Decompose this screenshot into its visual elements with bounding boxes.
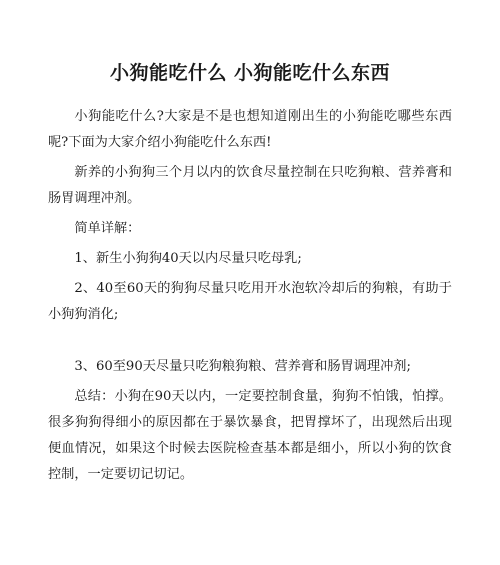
paragraph-spacer (48, 332, 452, 354)
paragraph-item-2: 2、40至60天的狗狗尽量只吃用开水泡软冷却后的狗粮，有助于小狗狗消化; (48, 281, 452, 322)
paragraph-item-1: 1、新生小狗狗40天以内尽量只吃母乳; (74, 251, 302, 266)
paragraph-brief-heading: 简单详解： (74, 221, 141, 236)
document-title: 小狗能吃什么 小狗能吃什么东西 (109, 62, 391, 84)
paragraph-item-3: 3、60至90天尽量只吃狗粮狗粮、营养膏和肠胃调理冲剂; (74, 359, 411, 374)
paragraph-diet-summary: 新养的小狗狗三个月以内的饮食尽量控制在只吃狗粮、营养膏和肠胃调理冲剂。 (48, 165, 452, 206)
paragraph-intro: 小狗能吃什么?大家是不是也想知道刚出生的小狗能吃哪些东西呢?下面为大家介绍小狗能吃什么东西! (48, 109, 452, 150)
paragraph-conclusion: 总结：小狗在90天以内，一定要控制食量，狗狗不怕饿，怕撑。很多狗狗得细小的原因都在于暴饮暴食，把胃撑坏了，出现然后出现便血情况，如果这个时候去医院检查基本都是细小，所以小狗的饮食控制，一定要切记切记。 (48, 389, 452, 482)
